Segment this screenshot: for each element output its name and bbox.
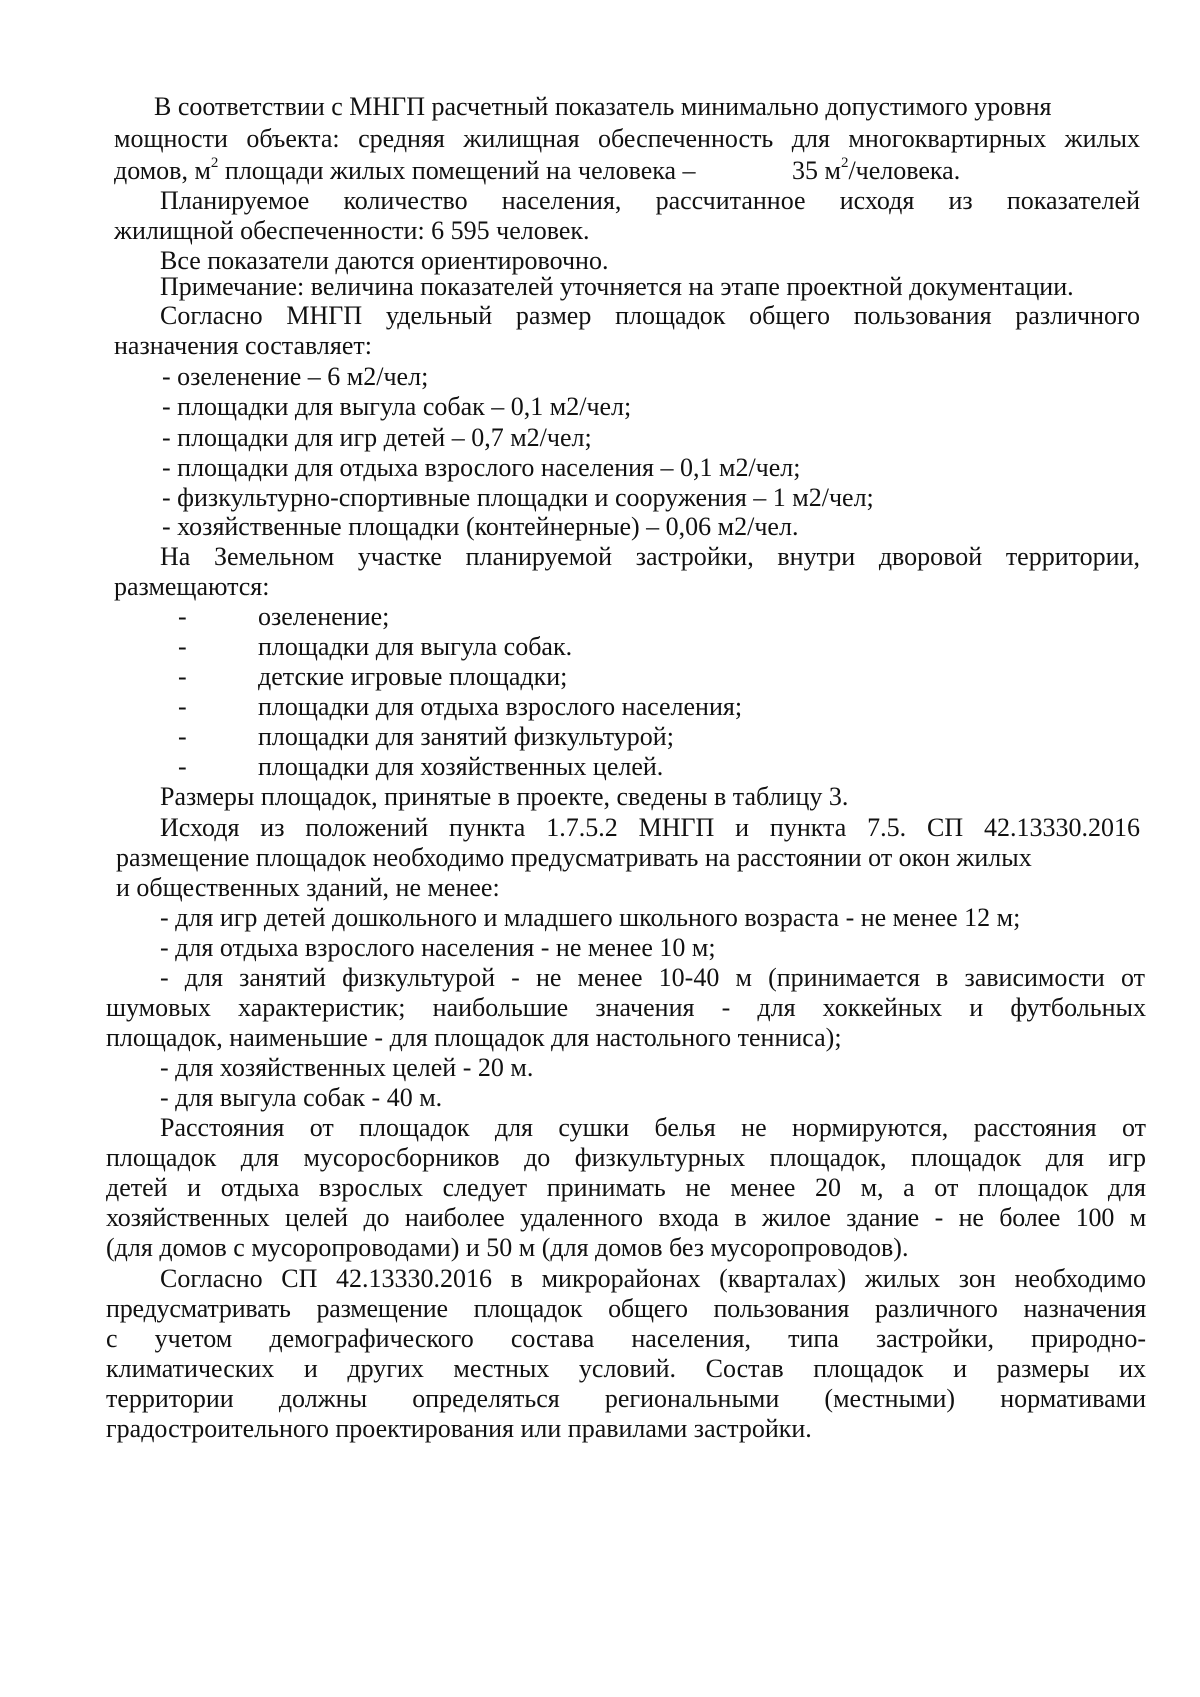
paragraph-line: На Земельном участке планируемой застройки, внутри дворовой территории,	[160, 542, 1140, 571]
list-item	[0, 721, 1200, 753]
paragraph-line: и общественных зданий, не менее:	[116, 873, 500, 902]
superscript: 2	[210, 155, 219, 172]
list-item-text: площадки для хозяйственных целей.	[258, 752, 664, 781]
paragraph-line: Согласно СП 42.13330.2016 в микрорайонах (кварталах) жилых зон необходимо	[160, 1264, 1146, 1293]
dash-marker: -	[178, 662, 187, 691]
paragraph-line: Согласно МНГП удельный размер площадок общего пользования различного	[160, 301, 1140, 330]
list-item: - хозяйственные площадки (контейнерные) – 0,06 м2/чел.	[162, 512, 799, 541]
list-item: - площадки для игр детей – 0,7 м2/чел;	[162, 423, 592, 452]
list-item	[0, 661, 1200, 693]
paragraph-line: размещение площадок необходимо предусматривать на расстоянии от окон жилых	[116, 843, 1032, 872]
list-item-text: площадки для выгула собак.	[258, 632, 573, 661]
paragraph-line: детей и отдыха взрослых следует принимать не менее 20 м, а от площадок для	[106, 1173, 1146, 1202]
text-run: 35 м	[792, 156, 841, 185]
dash-marker: -	[178, 692, 187, 721]
list-item: - для хозяйственных целей - 20 м.	[160, 1053, 534, 1082]
paragraph-line: с учетом демографического состава населения, типа застройки, природно-	[106, 1324, 1146, 1353]
list-item	[0, 751, 1200, 783]
paragraph-line: Размеры площадок, принятые в проекте, сведены в таблицу 3.	[160, 782, 849, 811]
list-item: - для выгула собак - 40 м.	[160, 1083, 443, 1112]
paragraph-line: Примечание: величина показателей уточняется на этапе проектной документации.	[160, 272, 1074, 301]
paragraph-line: В соответствии с МНГП расчетный показатель минимально допустимого уровня	[154, 92, 1052, 121]
dash-marker: -	[178, 722, 187, 751]
paragraph-line: площадок для мусоросборников до физкультурных площадок, площадок для игр	[106, 1143, 1146, 1172]
paragraph-line: Исходя из положений пункта 1.7.5.2 МНГП и пункта 7.5. СП 42.13330.2016	[160, 813, 1140, 842]
paragraph-line: предусматривать размещение площадок общего пользования различного назначения	[106, 1294, 1146, 1323]
text-run: домов, м	[114, 156, 211, 185]
paragraph-line: размещаются:	[114, 572, 270, 601]
dash-marker: -	[178, 632, 187, 661]
list-item	[0, 631, 1200, 663]
paragraph-line: назначения составляет:	[114, 331, 372, 360]
list-item: - для занятий физкультурой - не менее 10-40 м (принимается в зависимости от	[160, 963, 1145, 992]
paragraph-line: хозяйственных целей до наиболее удаленного входа в жилое здание - не более 100 м	[106, 1203, 1146, 1232]
paragraph-line: шумовых характеристик; наибольшие значения - для хоккейных и футбольных	[106, 993, 1146, 1022]
list-item: - физкультурно-спортивные площадки и сооружения – 1 м2/чел;	[162, 483, 874, 512]
list-item-text: площадки для занятий физкультурой;	[258, 722, 674, 751]
paragraph-line: Планируемое количество населения, рассчитанное исходя из показателей	[160, 186, 1140, 215]
superscript: 2	[840, 155, 849, 172]
list-item: - для отдыха взрослого населения - не менее 10 м;	[160, 933, 716, 962]
list-item-text: площадки для отдыха взрослого населения;	[258, 692, 743, 721]
list-item-text: детские игровые площадки;	[258, 662, 568, 691]
dash-marker: -	[178, 602, 187, 631]
paragraph-line	[114, 155, 734, 187]
list-item-text: озеленение;	[258, 602, 390, 631]
text-run: площади жилых помещений на человека –	[218, 156, 696, 185]
list-item: - озеленение – 6 м2/чел;	[162, 362, 429, 391]
paragraph-line: жилищной обеспеченности: 6 595 человек.	[114, 216, 590, 245]
paragraph-line: мощности объекта: средняя жилищная обеспеченность для многоквартирных жилых	[114, 124, 1140, 153]
dash-marker: -	[178, 752, 187, 781]
list-item: - для игр детей дошкольного и младшего школьного возраста - не менее 12 м;	[160, 903, 1021, 932]
list-item: - площадки для выгула собак – 0,1 м2/чел;	[162, 392, 632, 421]
paragraph-line: Расстояния от площадок для сушки белья не нормируются, расстояния от	[160, 1113, 1146, 1142]
list-item	[0, 601, 1200, 633]
paragraph-line: территории должны определяться региональными (местными) нормативами	[106, 1384, 1146, 1413]
paragraph-line: (для домов с мусоропроводами) и 50 м (для домов без мусоропроводов).	[106, 1233, 909, 1262]
paragraph-line	[792, 155, 1052, 187]
paragraph-line: площадок, наименьшие - для площадок для настольного тенниса);	[106, 1023, 842, 1052]
paragraph-line: климатических и других местных условий. Состав площадок и размеры их	[106, 1354, 1146, 1383]
text-run: /человека.	[848, 156, 961, 185]
paragraph-line: градостроительного проектирования или правилами застройки.	[106, 1414, 812, 1443]
list-item: - площадки для отдыха взрослого населения – 0,1 м2/чел;	[162, 453, 801, 482]
list-item	[0, 691, 1200, 723]
paragraph-line: Все показатели даются ориентировочно.	[160, 246, 609, 275]
